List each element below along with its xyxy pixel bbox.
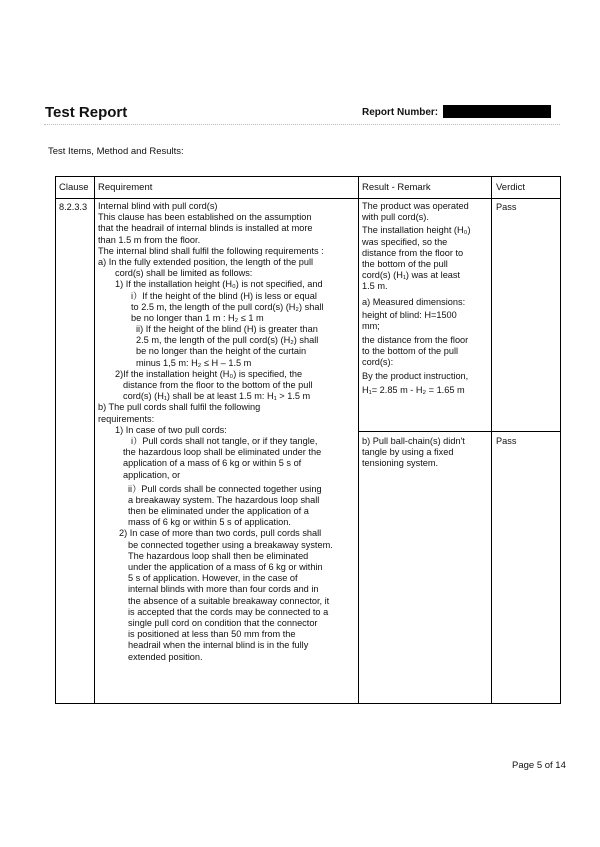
column-header-clause: Clause [59,182,89,193]
result-line: By the product instruction, [362,370,469,381]
report-title: Test Report [45,104,128,121]
requirement-line: The hazardous loop shall then be eliminated [128,550,309,561]
result-line: The product was operated [362,201,469,211]
requirement-line: single pull cord on condition that the connector [128,617,318,628]
result-line: cord(s) (H₁) was at least [362,270,461,281]
result-remark-a [362,201,471,396]
result-line: mm; [362,320,380,331]
requirement-line: 1) In case of two pull cords: [115,424,227,435]
requirement-line: requirements: [98,413,155,424]
requirement-line: the absence of a suitable breakaway connector, it [128,595,330,606]
requirement-line: be no longer than 1 m : H₂ ≤ 1 m [131,312,264,323]
requirement-line: cord(s) (H₁) shall be at least 1.5 m: H₁ > 1.5 m [123,391,311,402]
result-line: cord(s): [362,357,394,368]
requirement-line: 5 s of application. However, in the case of [128,573,298,584]
result-line: with pull cord(s). [362,212,429,223]
result-line: H₁= 2.85 m - H₂ = 1.65 m [362,384,465,395]
result-line: The installation height (H₀) [362,225,471,236]
requirement-line: The internal blind shall fulfil the following requirements : [98,245,324,256]
requirement-line: 2) In case of more than two cords, pull cords shall [119,528,322,539]
table-divider [358,177,359,703]
requirement-line: application of a mass of 6 kg or within 5 s of [123,458,302,469]
verdict-a: Pass [496,202,517,212]
requirement-line: extended position. [128,651,203,662]
requirement-line: that the headrail of internal blinds is installed at more [98,223,313,234]
table-divider [358,431,560,432]
requirement-line: be connected together using a breakaway system. [128,539,333,550]
verdict-b: Pass [496,436,517,446]
requirement-line: under the application of a mass of 6 kg or within [128,562,323,572]
requirement-text [98,201,333,663]
requirement-line: Internal blind with pull cord(s) [98,201,218,211]
results-table [55,176,561,704]
requirement-line: i）Pull cords shall not tangle, or if they tangle, [131,435,318,446]
table-divider [94,177,95,703]
result-line: a) Measured dimensions: [362,296,466,307]
result-line: the distance from the floor [362,335,469,346]
requirement-line: This clause has been established on the assumption [98,212,312,223]
requirement-line: than 1.5 m from the floor. [98,234,201,245]
requirement-line: a) In the fully extended position, the length of the pull [98,256,314,267]
table-divider [491,177,492,703]
table-divider [56,198,560,199]
column-header-requirement: Requirement [98,182,153,193]
section-subtitle: Test Items, Method and Results: [48,146,184,157]
result-remark-b [362,436,465,470]
requirement-line: i）If the height of the blind (H) is less or equal [131,290,317,301]
requirement-line: ii) If the height of the blind (H) is greater than [136,324,318,335]
requirement-line: headrail when the internal blind is in the fully [128,640,309,651]
requirement-line: application, or [123,469,181,480]
result-line: tangle by using a fixed [362,447,454,458]
requirement-line: is accepted that the cords may be connected to a [128,606,329,617]
requirement-line: internal blinds with more than four cords and in [128,584,319,595]
result-line: 1.5 m. [362,281,388,292]
result-line: tensioning system. [362,458,439,469]
redacted-report-number [443,105,551,118]
requirement-line: mass of 6 kg or within 5 s of application. [128,517,291,528]
requirement-line: cord(s) shall be limited as follows: [115,268,253,279]
requirement-line: a breakaway system. The hazardous loop shall [128,494,320,505]
column-header-verdict: Verdict [496,182,526,193]
page-number: Page 5 of 14 [512,760,566,771]
result-line: was specified, so the [362,236,448,247]
result-line: to the bottom of the pull [362,346,459,357]
header-divider [44,124,560,125]
column-header-result: Result - Remark [362,182,431,193]
requirement-line: 2.5 m, the length of the pull cord(s) (H₂) shall [136,335,319,346]
clause-number: 8.2.3.3 [59,202,88,212]
requirement-line: be no longer than the height of the curtain [136,346,307,357]
result-line: distance from the floor to [362,247,464,258]
requirement-line: 2)If the installation height (H₀) is specified, the [115,368,303,379]
requirement-line: the hazardous loop shall be eliminated under the [123,447,322,458]
requirement-line: minus 1,5 m: H₂ ≤ H – 1.5 m [136,357,252,368]
requirement-line: b) The pull cords shall fulfil the following [98,402,261,413]
result-line: height of blind: H=1500 [362,309,457,320]
requirement-line: then be eliminated under the application of a [128,506,309,517]
result-line: b) Pull ball-chain(s) didn't [362,436,465,446]
report-number-label: Report Number: [362,107,439,118]
requirement-line: 1) If the installation height (H₀) is not specified, and [115,279,323,290]
result-line: the bottom of the pull [362,258,448,269]
requirement-line: distance from the floor to the bottom of the pull [123,380,313,390]
requirement-line: ii）Pull cords shall be connected together using [128,483,322,494]
requirement-line: to 2.5 m, the length of the pull cord(s) (H₂) shall [131,301,324,312]
requirement-line: is positioned at less than 50 mm from the [128,629,296,640]
